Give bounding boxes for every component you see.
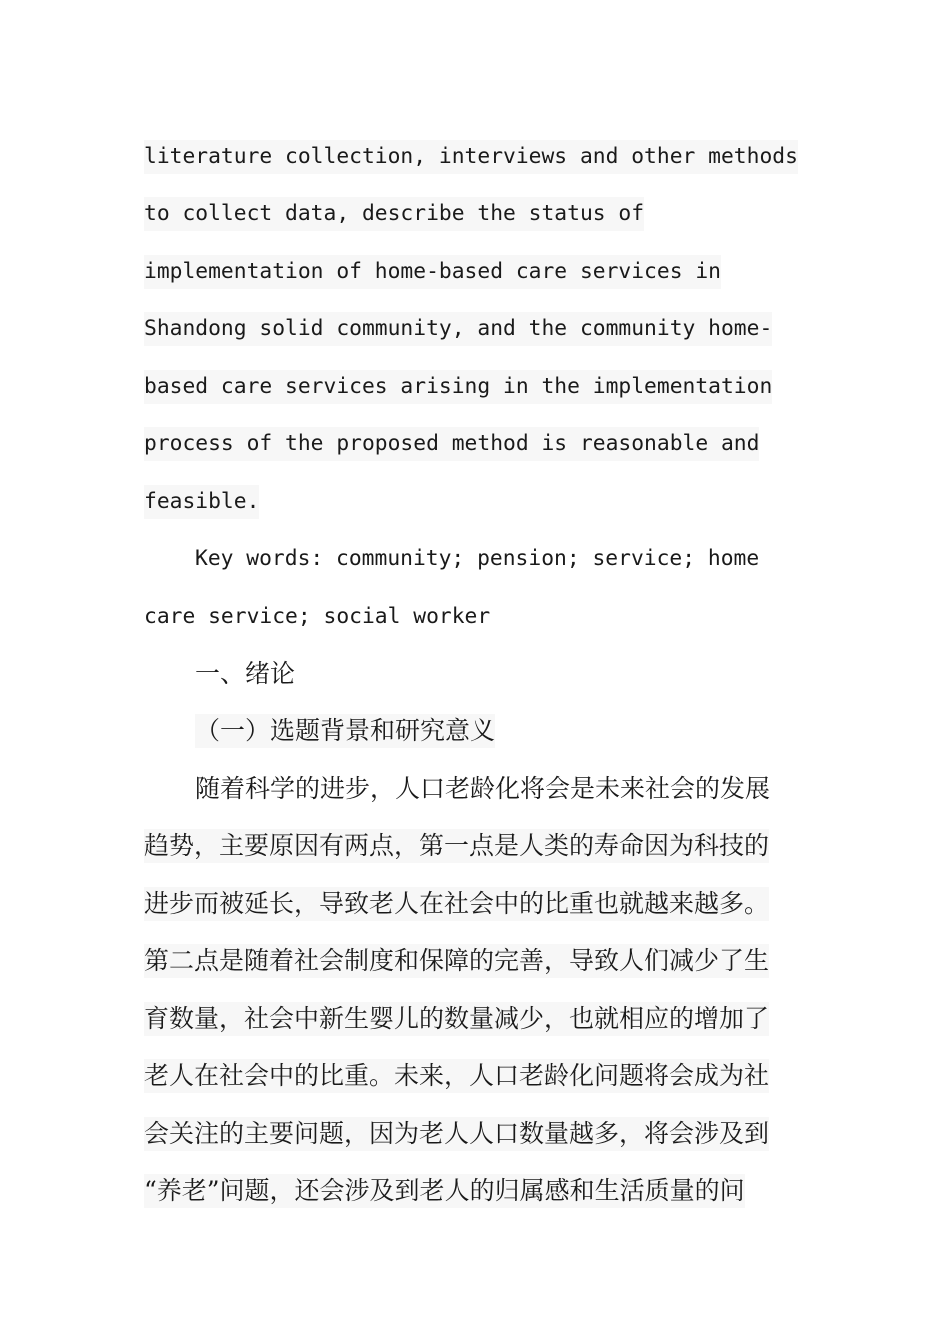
body-line: 育数量，社会中新生婴儿的数量减少，也就相应的增加了 — [144, 1002, 769, 1036]
abstract-line: feasible. — [144, 485, 259, 519]
abstract-line: process of the proposed method is reasonable and — [144, 427, 759, 461]
body-line: 第二点是随着社会制度和保障的完善，导致人们减少了生 — [144, 944, 769, 978]
abstract-line: literature collection, interviews and other methods — [144, 140, 798, 174]
abstract-line: based care services arising in the implementation — [144, 370, 772, 404]
body-line: “养老”问题，还会涉及到老人的归属感和生活质量的问 — [144, 1174, 745, 1208]
body-line: 老人在社会中的比重。未来，人口老龄化问题将会成为社 — [144, 1059, 769, 1093]
body-line: 随着科学的进步，人口老龄化将会是未来社会的发展 — [195, 774, 771, 803]
body-line: 趋势，主要原因有两点，第一点是人类的寿命因为科技的 — [144, 829, 769, 863]
body-line: 会关注的主要问题，因为老人人口数量越多，将会涉及到 — [144, 1117, 769, 1151]
subsection-heading: （一）选题背景和研究意义 — [195, 714, 495, 748]
section-heading: 一、绪论 — [195, 659, 296, 688]
abstract-line: Shandong solid community, and the community home- — [144, 312, 772, 346]
body-line: 进步而被延长，导致老人在社会中的比重也就越来越多。 — [144, 887, 769, 921]
keywords-line: care service; social worker — [144, 604, 491, 629]
abstract-line: implementation of home-based care services in — [144, 255, 721, 289]
abstract-line: to collect data, describe the status of — [144, 197, 644, 231]
keywords-line: Key words: community; pension; service; home — [195, 546, 760, 571]
